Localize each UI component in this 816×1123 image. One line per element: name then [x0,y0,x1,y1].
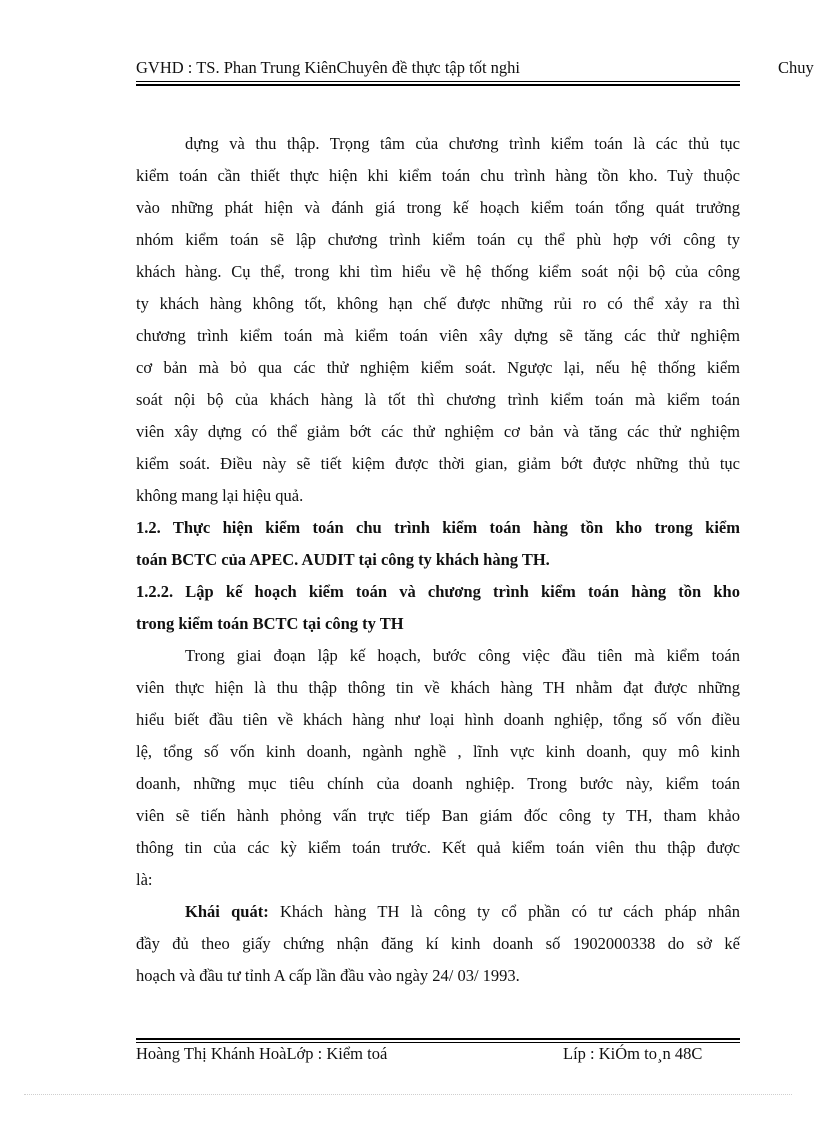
text-line: thông tin của các kỳ kiểm toán trước. Kết quả kiểm toán viên thu thập được [136,838,740,857]
text-line: là: [136,870,153,889]
text-line: không mang lại hiệu quả. [136,486,304,505]
text-line: lệ, tổng số vốn kinh doanh, ngành nghề , lĩnh vực kinh doanh, quy mô kinh [136,742,740,761]
text-line: ty khách hàng không tốt, không hạn chế được những rủi ro có thể xảy ra thì [136,294,740,313]
text-line: khách hàng. Cụ thể, trong khi tìm hiểu về hệ thống kiểm soát nội bộ của công [136,262,740,281]
text-line: viên thực hiện là thu thập thông tin về khách hàng TH nhằm đạt được những [136,678,740,697]
text-line [136,896,740,928]
paragraph-3 [136,896,740,992]
footer-right-text: Líp : KiÓm to¸n 48C [563,1044,703,1063]
section-heading-1-2-2 [136,576,740,640]
heading-line: 1.2. Thực hiện kiểm toán chu trình kiểm toán hàng tồn kho trong kiểm [136,518,740,537]
heading-line: toán BCTC của APEC. AUDIT tại công ty khách hàng TH. [136,550,550,569]
header-rule-thin [136,81,740,82]
header-rule-thick [136,84,740,86]
paragraph-1 [136,128,740,512]
footer-left-text: Hoàng Thị Khánh HoàLớp : Kiểm toá [136,1044,388,1063]
text-line: doanh, những mục tiêu chính của doanh nghiệp. Trong bước này, kiểm toán [136,774,740,793]
footer-rule-thin [136,1042,740,1043]
paragraph-2 [136,640,740,896]
text-line: nhóm kiểm toán sẽ lập chương trình kiểm toán cụ thể phù hợp với công ty [136,230,740,249]
text-line: chương trình kiểm toán mà kiểm toán viên xây dựng sẽ tăng các thử nghiệm [136,326,740,345]
text-line: cơ bản mà bỏ qua các thử nghiệm kiểm soát. Ngược lại, nếu hệ thống kiểm [136,358,740,377]
text-line: kiểm toán cần thiết thực hiện khi kiểm toán chu trình hàng tồn kho. Tuỳ thuộc [136,166,740,185]
heading-line: trong kiểm toán BCTC tại công ty TH [136,614,404,633]
text-line: Trong giai đoạn lập kế hoạch, bước công việc đầu tiên mà kiểm toán [185,646,740,665]
text-line: viên sẽ tiến hành phỏng vấn trực tiếp Ban giám đốc công ty TH, tham khảo [136,806,740,825]
page-edge-dotted-line [24,1094,792,1095]
text-line: soát nội bộ của khách hàng là tốt thì chương trình kiểm toán mà kiểm toán [136,390,740,409]
text-line: đầy đủ theo giấy chứng nhận đăng kí kinh doanh số 1902000338 do sở kế [136,934,740,953]
text-run: Khách hàng TH là công ty cổ phần có tư cách pháp nhân [268,902,741,921]
bold-lead-text: Khái quát: [185,902,269,921]
text-line: dựng và thu thập. Trọng tâm của chương trình kiểm toán là các thủ tục [185,134,740,153]
text-line: viên xây dựng có thể giảm bớt các thử nghiệm cơ bản và tăng các thử nghiệm [136,422,740,441]
heading-line: 1.2.2. Lập kế hoạch kiểm toán và chương trình kiểm toán hàng tồn kho [136,582,740,601]
footer-rule-thick [136,1038,740,1040]
text-line: vào những phát hiện và đánh giá trong kế hoạch kiểm toán tổng quát trưởng [136,198,740,217]
text-line: kiểm soát. Điều này sẽ tiết kiệm được thời gian, giảm bớt được những thủ tục [136,454,740,473]
header-left-text: GVHD : TS. Phan Trung KiênChuyên đề thực tập tốt nghi [136,58,521,77]
text-line: hiểu biết đầu tiên về khách hàng như loại hình doanh nghiệp, tổng số vốn điều [136,710,740,729]
header-right-text: Chuy [778,58,814,77]
section-heading-1-2 [136,512,740,576]
text-line: hoạch và đầu tư tỉnh A cấp lần đầu vào ngày 24/ 03/ 1993. [136,966,520,985]
body-content [136,128,740,992]
